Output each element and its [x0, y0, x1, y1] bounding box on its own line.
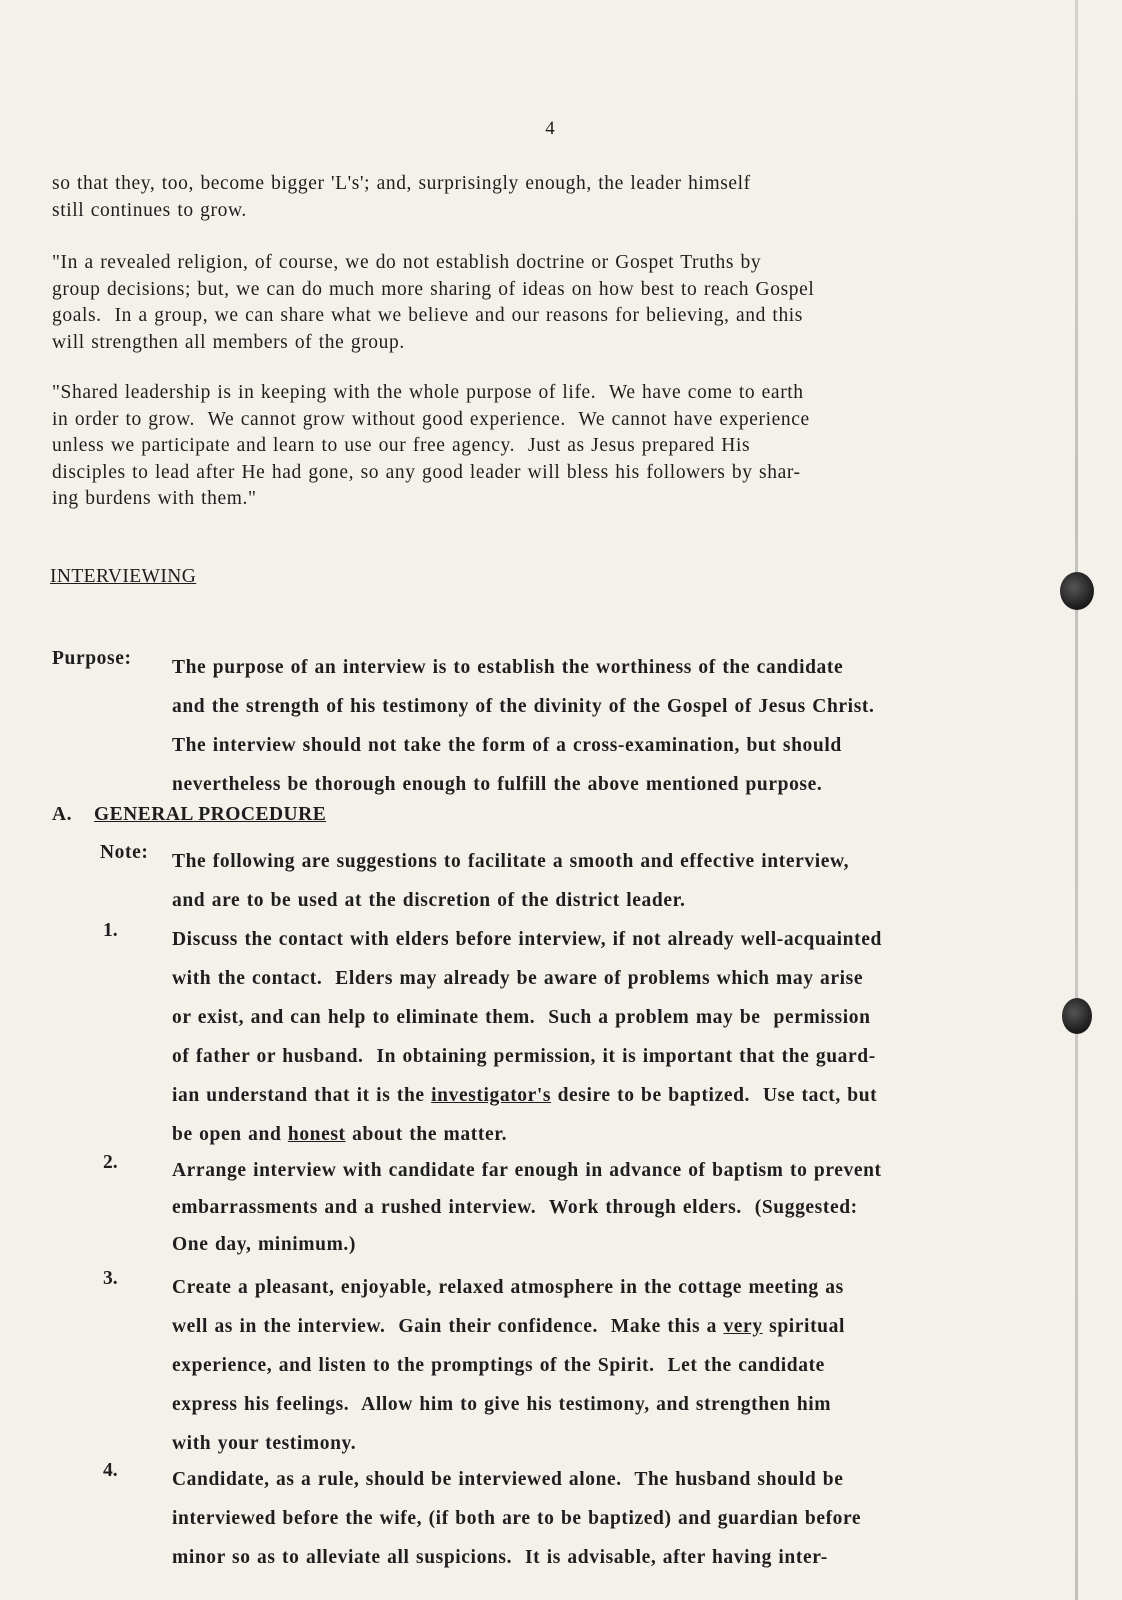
list-item-line: or exist, and can help to eliminate them. Such a problem may be permission	[172, 1007, 871, 1028]
list-item	[172, 1268, 845, 1463]
purpose-label: Purpose:	[52, 648, 132, 669]
list-item-number: 2.	[103, 1152, 118, 1173]
page-number: 4	[545, 118, 555, 139]
list-item-line: well as in the interview. Gain their confidence. Make this a	[172, 1316, 724, 1337]
list-item-line: of father or husband. In obtaining permission, it is important that the guard-	[172, 1046, 876, 1067]
section-letter: A.	[52, 804, 72, 825]
list-item: Candidate, as a rule, should be interviewed alone. The husband should be interviewed before the wife, (if both are to be baptized) and guardian before minor so as to alleviate all suspicions. It is advisable, after having inter-	[172, 1469, 862, 1568]
section-heading: INTERVIEWING	[50, 566, 197, 587]
binding-edge	[1075, 0, 1078, 1600]
list-item: Arrange interview with candidate far enough in advance of baptism to prevent embarrassments and a rushed interview. Work through elders. (Suggested: One day, minimum.)	[172, 1160, 882, 1255]
section-a-heading	[52, 804, 326, 826]
underlined-word: very	[723, 1316, 763, 1337]
list-item-line: about the matter.	[345, 1124, 508, 1145]
list-item	[172, 920, 882, 1154]
punch-hole	[1062, 998, 1092, 1034]
punch-hole	[1060, 572, 1094, 610]
list-item-line: ian understand that it is the	[172, 1085, 432, 1106]
section-title: GENERAL PROCEDURE	[93, 804, 327, 825]
paragraph: so that they, too, become bigger 'L's'; and, surprisingly enough, the leader himself still continues to grow.	[52, 173, 751, 221]
note-label: Note:	[100, 842, 149, 863]
list-item-line: be open and	[172, 1124, 288, 1145]
list-item-line: Discuss the contact with elders before interview, if not already well-acquainted	[172, 929, 882, 950]
list-item-number: 1.	[103, 920, 118, 941]
list-item-line: desire to be baptized. Use tact, but	[551, 1085, 878, 1106]
list-item-line: experience, and listen to the promptings of the Spirit. Let the candidate express his feelings. Allow him to give his testimony, and strengthen him with your testimony.	[172, 1355, 832, 1454]
list-item-line: spiritual	[762, 1316, 845, 1337]
note-text: The following are suggestions to facilitate a smooth and effective interview, and are to be used at the discretion of the district leader.	[172, 851, 850, 911]
paragraph: "In a revealed religion, of course, we do not establish doctrine or Gospet Truths by group decisions; but, we can do much more sharing of ideas on how best to reach Gospel goals. In a group, we can share what we believe and our reasons for believing, and this will strengthen all members of the group.	[52, 252, 815, 353]
underlined-word: investigator's	[431, 1085, 552, 1106]
purpose-text: The purpose of an interview is to establish the worthiness of the candidate and the strength of his testimony of the divinity of the Gospel of Jesus Christ. The interview should not take the form of a cross-examination, but should nevertheless be thorough enough to fulfill the above mentioned purpose.	[172, 657, 875, 795]
list-item-number: 3.	[103, 1268, 118, 1289]
list-item-line: with the contact. Elders may already be aware of problems which may arise	[172, 968, 864, 989]
underlined-word: honest	[287, 1124, 346, 1145]
list-item-number: 4.	[103, 1460, 118, 1481]
list-item-line: Create a pleasant, enjoyable, relaxed atmosphere in the cottage meeting as	[172, 1277, 844, 1298]
paragraph: "Shared leadership is in keeping with the whole purpose of life. We have come to earth in order to grow. We cannot grow without good experience. We cannot have experience unless we participate and learn to use our free agency. Just as Jesus prepared His disciples to lead after He had gone, so any good leader will bless his followers by shar- ing burdens with them."	[52, 382, 810, 509]
